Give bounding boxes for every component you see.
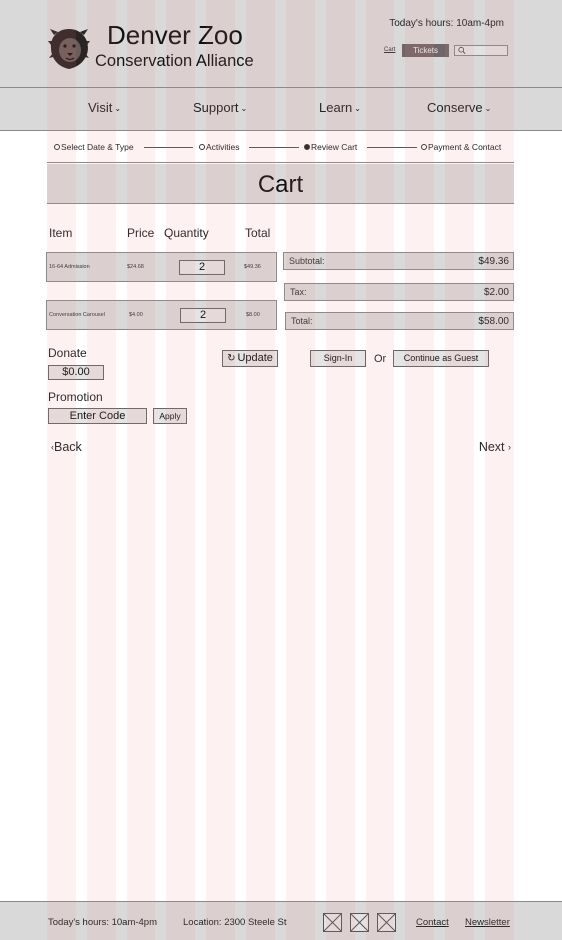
site-footer — [0, 901, 562, 940]
row-total: $49.36 — [244, 264, 261, 270]
chevron-down-icon: ⌄ — [240, 104, 248, 113]
total-row — [285, 312, 514, 330]
lion-head-logo[interactable] — [48, 27, 90, 71]
chevron-down-icon: ⌄ — [114, 104, 122, 113]
social-icon-2[interactable] — [350, 913, 369, 932]
chevron-down-icon: ⌄ — [484, 104, 492, 113]
main-nav — [0, 88, 562, 131]
search-input[interactable] — [454, 45, 508, 56]
tickets-button[interactable]: Tickets — [402, 44, 449, 57]
social-icon-3[interactable] — [377, 913, 396, 932]
row-item: 16-64 Admission — [49, 264, 90, 270]
step-connector — [249, 147, 299, 148]
next-link[interactable]: Next › — [478, 440, 511, 454]
header-hours: Today's hours: 10am-4pm — [389, 18, 504, 29]
tax-row — [284, 283, 514, 301]
footer-location: Location: 2300 Steele St — [183, 917, 287, 928]
step-connector — [367, 147, 417, 148]
brand-title: Denver Zoo — [107, 20, 243, 50]
nav-item-conserve[interactable]: Conserve ⌄ — [427, 100, 492, 115]
table-row — [46, 252, 277, 282]
step-dot-icon — [421, 144, 427, 150]
row-total: $8.00 — [246, 312, 260, 318]
column-header-price: Price — [127, 226, 155, 240]
column-header-item: Item — [49, 226, 73, 240]
step-select-date[interactable]: Select Date & Type — [54, 142, 134, 152]
donate-label: Donate — [48, 346, 87, 360]
total-label: Total: — [291, 316, 313, 326]
refresh-icon: ↻ — [227, 353, 236, 364]
row-item: Conversation Carousel — [49, 312, 105, 318]
chevron-down-icon: ⌄ — [354, 104, 361, 113]
quantity-input[interactable]: 2 — [180, 308, 226, 323]
checkout-stepper — [47, 131, 514, 163]
update-button[interactable]: ↻ Update — [222, 350, 278, 367]
footer-hours: Today's hours: 10am-4pm — [48, 917, 158, 928]
step-review-cart[interactable]: Review Cart — [304, 142, 357, 152]
tax-label: Tax: — [290, 287, 307, 297]
site-header — [0, 0, 562, 88]
social-icon-1[interactable] — [323, 913, 342, 932]
subtotal-row — [283, 252, 514, 270]
step-dot-icon — [54, 144, 60, 150]
apply-button[interactable]: Apply — [153, 408, 187, 424]
nav-item-support[interactable]: Support ⌄ — [193, 100, 248, 115]
cart-link[interactable]: Cart — [384, 47, 396, 53]
column-header-total: Total — [245, 226, 271, 240]
step-connector — [144, 147, 193, 148]
chevron-left-icon: ‹ — [51, 442, 54, 452]
or-text: Or — [374, 353, 387, 365]
tax-value: $2.00 — [483, 287, 509, 298]
table-row — [46, 300, 277, 330]
total-value: $58.00 — [478, 316, 509, 327]
brand-subtitle: Conservation Alliance — [95, 52, 254, 70]
continue-as-guest-button[interactable]: Continue as Guest — [393, 350, 489, 367]
row-price: $4.00 — [129, 312, 143, 318]
subtotal-label: Subtotal: — [289, 256, 325, 266]
row-price: $24.68 — [127, 264, 144, 270]
donate-amount-input[interactable]: $0.00 — [48, 365, 104, 380]
contact-link[interactable]: Contact — [416, 917, 449, 928]
nav-item-visit[interactable]: Visit ⌄ — [88, 100, 122, 115]
step-activities[interactable]: Activities — [199, 142, 240, 152]
back-link[interactable]: ‹Back — [51, 440, 82, 454]
page-title: Cart — [257, 171, 304, 198]
nav-item-learn[interactable]: Learn ⌄ — [319, 100, 361, 115]
quantity-input[interactable]: 2 — [179, 260, 225, 275]
newsletter-link[interactable]: Newsletter — [465, 917, 510, 928]
step-payment-contact[interactable]: Payment & Contact — [421, 142, 501, 152]
promotion-label: Promotion — [48, 390, 103, 404]
step-dot-icon — [199, 144, 205, 150]
step-dot-active-icon — [304, 144, 310, 150]
subtotal-value: $49.36 — [478, 256, 509, 267]
chevron-right-icon: › — [508, 442, 511, 452]
cart-title-bar — [47, 164, 514, 204]
column-header-quantity: Quantity — [164, 226, 209, 240]
sign-in-button[interactable]: Sign-In — [310, 350, 366, 367]
promo-code-input[interactable]: Enter Code — [48, 408, 147, 424]
search-icon — [458, 46, 466, 55]
